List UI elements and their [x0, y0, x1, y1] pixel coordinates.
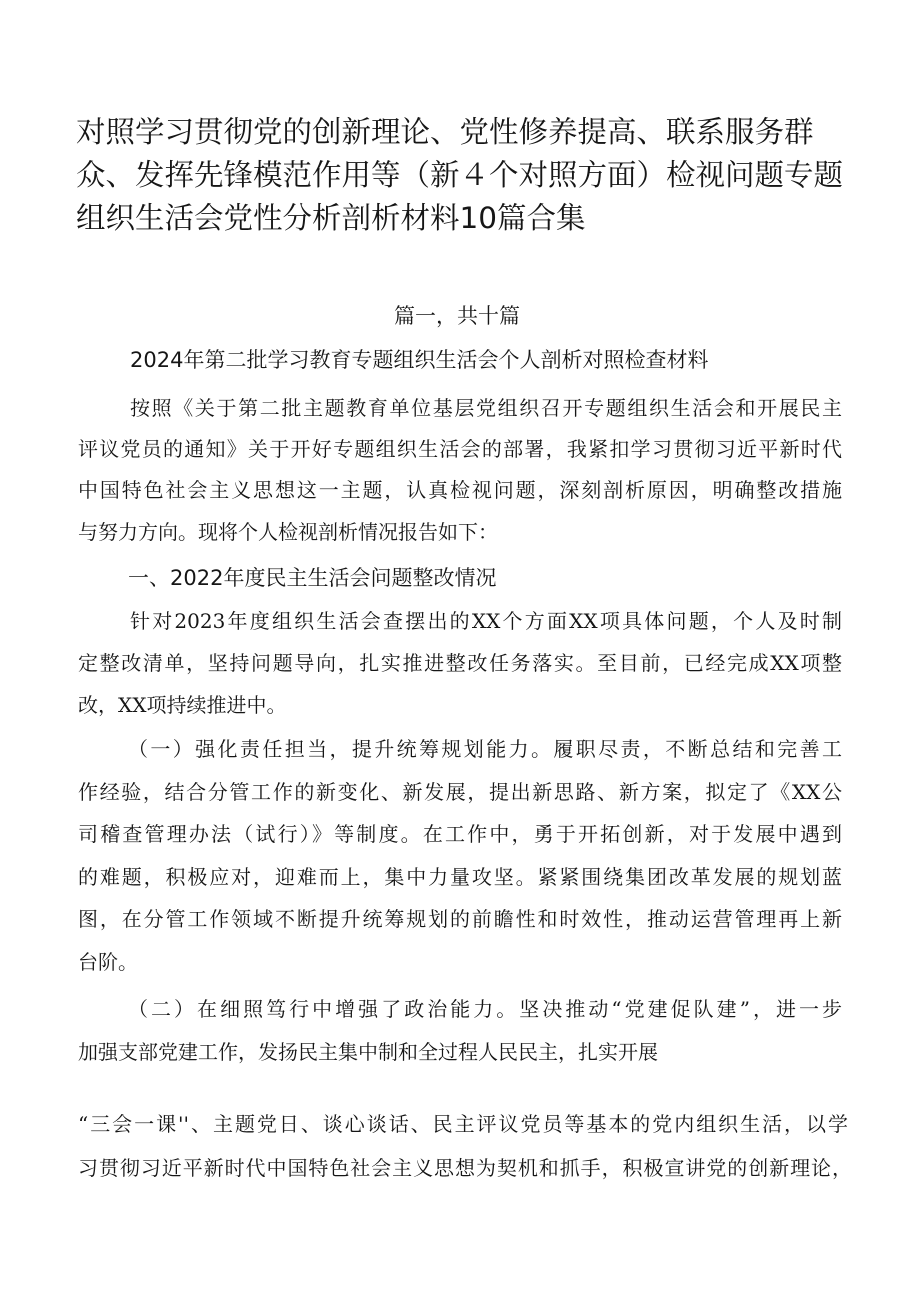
paragraph-line: 针对2023年度组织生活会查摆出的XX个方面XX项具体问题，个人及时制 [130, 609, 842, 633]
section-label: 篇一，共十篇 [394, 304, 520, 328]
paragraph-line: 司稽查管理办法（试行）》等制度。在工作中，勇于开拓创新，对于发展中遇到 [78, 822, 842, 846]
paragraph-line: 定整改清单，坚持问题导向，扎实推进整改任务落实。至目前，已经完成XX项整 [78, 651, 842, 675]
paragraph-line: 加强支部党建工作，发扬民主集中制和全过程人民民主，扎实开展 [78, 1040, 658, 1064]
paragraph-line: “三会一课''、主题党日、谈心谈话、民主评议党员等基本的党内组织生活，以学 [78, 1112, 848, 1136]
section-heading: 一、2022年度民主生活会问题整改情况 [128, 566, 497, 590]
intro-line: 评议党员的通知》关于开好专题组织生活会的部署，我紧扣学习贯彻习近平新时代 [78, 437, 842, 461]
paragraph-line: 的难题，积极应对，迎难而上，集中力量攻坚。紧紧围绕集团改革发展的规划蓝 [78, 865, 842, 889]
paragraph-line: （一）强化责任担当，提升统筹规划能力。履职尽责，不断总结和完善工 [128, 737, 842, 761]
intro-line: 按照《关于第二批主题教育单位基层党组织召开专题组织生活会和开展民主 [130, 396, 842, 420]
paragraph-line: 习贯彻习近平新时代中国特色社会主义思想为契机和抓手，积极宣讲党的创新理论， [78, 1156, 852, 1180]
title-line: 组织生活会党性分析剖析材料10篇合集 [76, 201, 586, 235]
paragraph-line: 改，XX项持续推进中。 [78, 693, 287, 717]
paragraph-line: 图，在分管工作领域不断提升统筹规划的前瞻性和时效性，推动运营管理再上新 [78, 907, 842, 931]
document-title [76, 111, 866, 240]
paragraph-line: 作经验，结合分管工作的新变化、新发展，提出新思路、新方案，拟定了《XX公 [78, 780, 842, 804]
paragraph-line: （二）在细照笃行中增强了政治能力。坚决推动“党建促队建”，进一步 [128, 997, 842, 1021]
intro-line: 与努力方向。现将个人检视剖析情况报告如下： [78, 520, 498, 544]
title-line: 众、发挥先锋模范作用等（新４个对照方面）检视问题专题 [76, 158, 844, 192]
subtitle: 2024年第二批学习教育专题组织生活会个人剖析对照检查材料 [130, 348, 709, 372]
title-line: 对照学习贯彻党的创新理论、党性修养提高、联系服务群 [76, 115, 814, 149]
intro-line: 中国特色社会主义思想这一主题，认真检视问题，深刻剖析原因，明确整改措施 [78, 478, 842, 502]
paragraph-line: 台阶。 [78, 950, 138, 974]
